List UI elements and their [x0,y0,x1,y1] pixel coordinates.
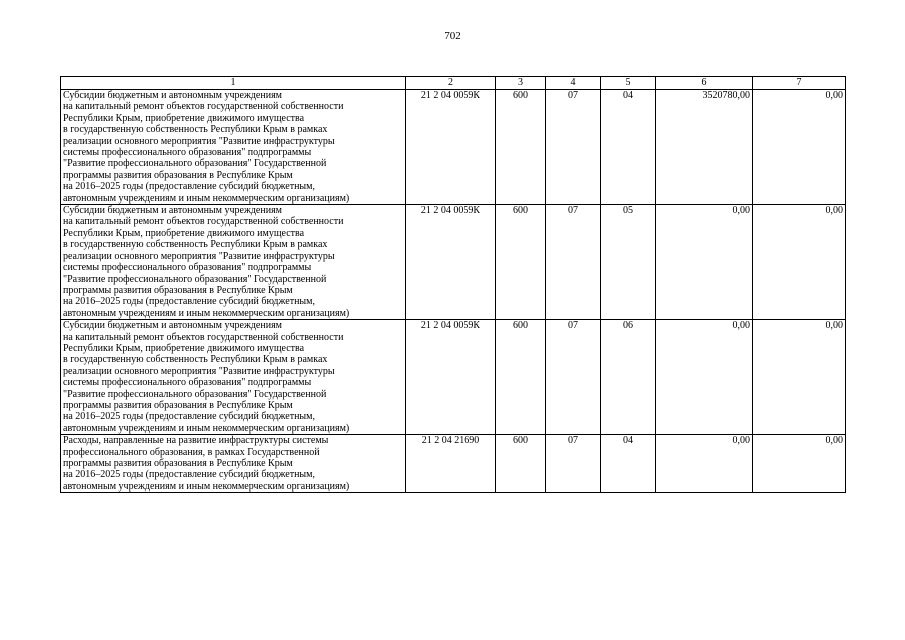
column-header: 6 [656,77,753,90]
target-code: 21 2 04 0059К [406,90,496,205]
amount-col6: 0,00 [656,205,753,320]
section-code: 07 [546,90,601,205]
expense-name: Субсидии бюджетным и автономным учреждениям на капитальный ремонт объектов государственной собственности Республики Крым, приобретение движимого имущества в государственную собственность Республики Крым в рамках реализации основного мероприятия "Развитие инфраструктуры системы профессионального образования" подпрограммы "Развитие профессионального образования" Государственной программы развития образования в Республике Крым на 2016–2025 годы (предоставление субсидий бюджетным, автономным учреждениям и иным некоммерческим организациям) [61,320,406,435]
budget-table [60,76,846,493]
column-header: 7 [753,77,846,90]
amount-col7: 0,00 [753,320,846,435]
subsection-code: 05 [601,205,656,320]
amount-col7: 0,00 [753,90,846,205]
column-header: 4 [546,77,601,90]
expense-type-code: 600 [496,90,546,205]
expense-type-code: 600 [496,435,546,493]
expense-type-code: 600 [496,320,546,435]
amount-col6: 0,00 [656,320,753,435]
expense-type-code: 600 [496,205,546,320]
expense-name: Субсидии бюджетным и автономным учреждениям на капитальный ремонт объектов государственной собственности Республики Крым, приобретение движимого имущества в государственную собственность Республики Крым в рамках реализации основного мероприятия "Развитие инфраструктуры системы профессионального образования" подпрограммы "Развитие профессионального образования" Государственной программы развития образования в Республике Крым на 2016–2025 годы (предоставление субсидий бюджетным, автономным учреждениям и иным некоммерческим организациям) [61,205,406,320]
amount-col6: 0,00 [656,435,753,493]
column-header: 5 [601,77,656,90]
target-code: 21 2 04 21690 [406,435,496,493]
section-code: 07 [546,320,601,435]
column-header: 3 [496,77,546,90]
table-row [61,320,846,435]
header-row [61,77,846,90]
expense-name: Субсидии бюджетным и автономным учреждениям на капитальный ремонт объектов государственной собственности Республики Крым, приобретение движимого имущества в государственную собственность Республики Крым в рамках реализации основного мероприятия "Развитие инфраструктуры системы профессионального образования" подпрограммы "Развитие профессионального образования" Государственной программы развития образования в Республике Крым на 2016–2025 годы (предоставление субсидий бюджетным, автономным учреждениям и иным некоммерческим организациям) [61,90,406,205]
amount-col7: 0,00 [753,435,846,493]
target-code: 21 2 04 0059К [406,205,496,320]
subsection-code: 04 [601,90,656,205]
subsection-code: 04 [601,435,656,493]
target-code: 21 2 04 0059К [406,320,496,435]
section-code: 07 [546,205,601,320]
column-header: 2 [406,77,496,90]
subsection-code: 06 [601,320,656,435]
amount-col6: 3520780,00 [656,90,753,205]
table-row [61,435,846,493]
section-code: 07 [546,435,601,493]
page-number: 702 [444,30,461,42]
table-row [61,205,846,320]
column-header: 1 [61,77,406,90]
amount-col7: 0,00 [753,205,846,320]
expense-name: Расходы, направленные на развитие инфраструктуры системы профессионального образования, в рамках Государственной программы развития образования в Республике Крым на 2016–2025 годы (предоставление субсидий бюджетным, автономным учреждениям и иным некоммерческим организациям) [61,435,406,493]
table-row [61,90,846,205]
